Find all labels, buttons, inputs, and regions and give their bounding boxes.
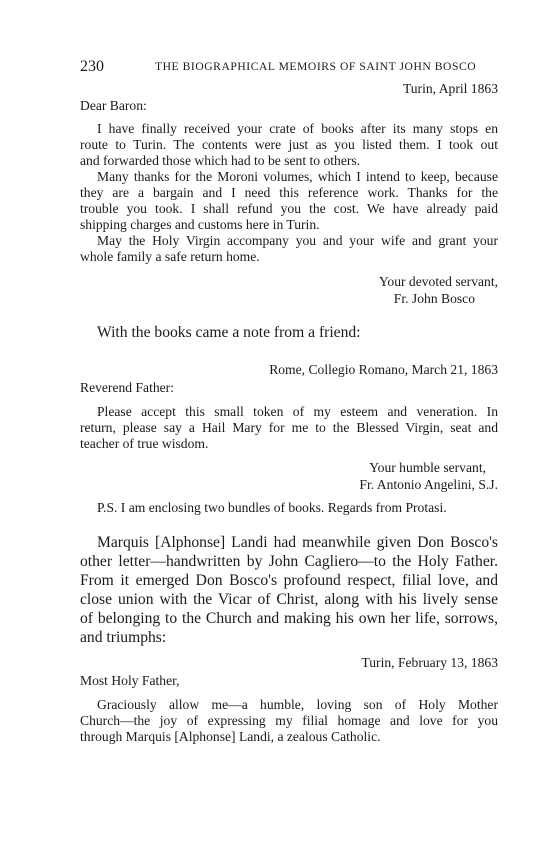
- letter2-line: return, please say a Hail Mary for me to the Blessed Virgin, seat and: [80, 420, 498, 435]
- letter3-salutation: Most Holy Father,: [80, 673, 180, 688]
- narrative-line: From it emerged Don Bosco's profound respect, filial love, and: [80, 572, 498, 589]
- letter3-dateline: Turin, February 13, 1863: [361, 655, 498, 670]
- letter1-line: trouble you took. I shall refund you the cost. We have already paid: [80, 201, 498, 216]
- letter2-closing: Your humble servant,: [369, 460, 486, 475]
- narrative-line: and triumphs:: [80, 629, 167, 646]
- letter3-line: through Marquis [Alphonse] Landi, a zealous Catholic.: [80, 729, 381, 744]
- letter1-line: route to Turin. The contents were just as you listed them. I took out: [80, 137, 498, 152]
- letter1-signature: Fr. John Bosco: [393, 291, 475, 306]
- letter1-dateline: Turin, April 1863: [402, 81, 498, 96]
- narrative-line: other letter—handwritten by John Cagliero—to the Holy Father.: [80, 553, 498, 570]
- running-title: THE BIOGRAPHICAL MEMOIRS OF SAINT JOHN BOSCO: [155, 60, 477, 73]
- letter1-line: May the Holy Virgin accompany you and your wife and grant your: [97, 233, 498, 248]
- transition-paragraph: With the books came a note from a friend:: [97, 324, 361, 341]
- narrative-line: close union with the Vicar of Christ, along with his lively sense: [80, 591, 498, 608]
- letter3-line: Graciously allow me—a humble, loving son of Holy Mother: [97, 697, 498, 712]
- letter2-line: teacher of true wisdom.: [80, 436, 209, 451]
- letter2-signature: Fr. Antonio Angelini, S.J.: [359, 477, 498, 492]
- letter2-postscript: P.S. I am enclosing two bundles of books. Regards from Protasi.: [97, 500, 447, 515]
- letter1-line: and forwarded those which had to be sent to others.: [80, 153, 361, 168]
- letter2-salutation: Reverend Father:: [80, 380, 174, 395]
- letter3-line: Church—the joy of expressing my filial homage and love for you: [80, 713, 498, 728]
- letter1-line: whole family a safe return home.: [80, 249, 260, 264]
- letter1-salutation: Dear Baron:: [80, 98, 147, 113]
- letter1-line: shipping charges and customs here in Turin.: [80, 217, 320, 232]
- letter1-line: they are a bargain and I need this reference work. Thanks for the: [80, 185, 498, 200]
- narrative-line: of belonging to the Church and making his own her life, sorrows,: [80, 610, 498, 627]
- letter2-line: Please accept this small token of my esteem and veneration. In: [97, 404, 498, 419]
- page-header: [80, 58, 498, 78]
- letter2-dateline: Rome, Collegio Romano, March 21, 1863: [269, 362, 498, 377]
- narrative-line: Marquis [Alphonse] Landi had meanwhile given Don Bosco's: [97, 534, 498, 551]
- letter1-line: I have finally received your crate of books after its many stops en: [97, 121, 498, 136]
- letter1-closing: Your devoted servant,: [378, 274, 498, 289]
- page-number: 230: [80, 58, 104, 75]
- letter1-line: Many thanks for the Moroni volumes, which I intend to keep, because: [97, 169, 498, 184]
